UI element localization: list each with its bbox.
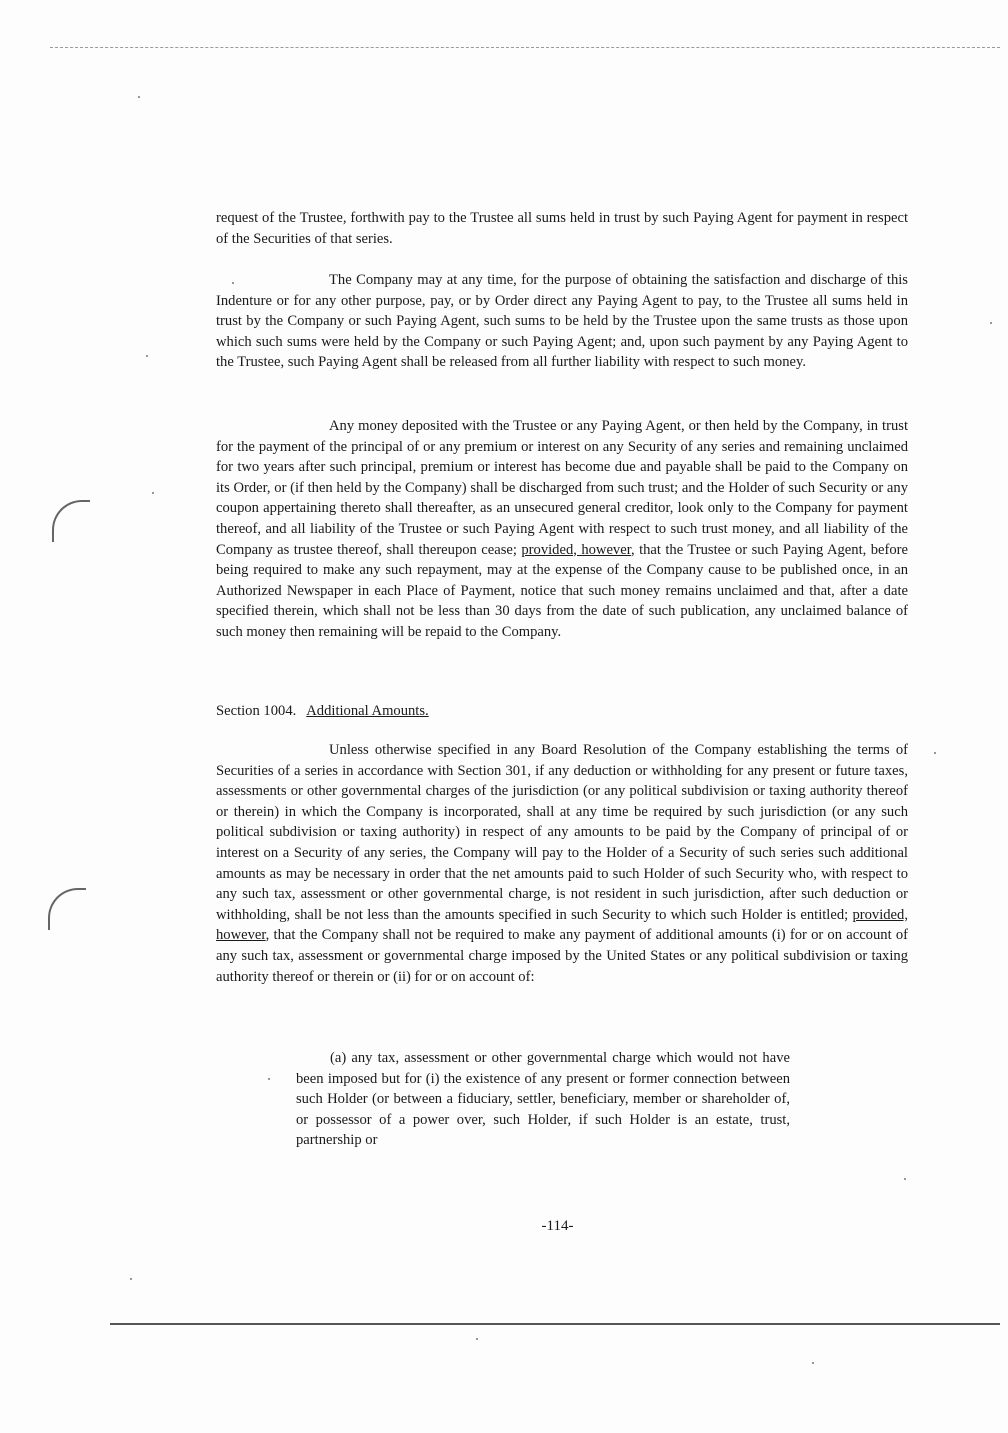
section-number: Section 1004. [216,703,297,719]
paragraph-company-payment: The Company may at any time, for the purpose of obtaining the satisfaction and discharge of this Indenture or for any other purpose, pay, or by Order direct any Paying Agent to pay, to the Trustee all sums held in trust by the Company or such Paying Agent, such sums to be held by the Trustee upon the same trusts as those upon which such sums were held by the Company or such Paying Agent; and, upon such payment by any Paying Agent to the Trustee, such Paying Agent shall be released from all further liability with respect to such money. [216,272,908,371]
additional-text-after: , that the Company shall not be required to make any payment of additional amounts (i) for or on account of any such tax, assessment or governmental charge imposed by the United States or any political subdivision or taxing authority thereof or therein or (ii) for or on account of: [216,927,908,985]
section-title: Additional Amounts. [306,703,429,719]
scan-speck [476,1338,478,1340]
scan-speck [152,492,154,494]
binder-hole-mark [52,500,90,542]
scan-speck [990,322,992,324]
scan-speck [904,1178,906,1180]
page-number: -114- [541,1218,574,1234]
unclaimed-text-after: , that the Trustee or such Paying Agent, before being required to make any such repayment, may at the expense of the Company cause to be published once, in an Authorized Newspaper in each Place of Payment, notice that such money remains unclaimed and that, after a date specified therein, which shall not be less than 30 days from the date of such publication, any unclaimed balance of such money then remaining will be repaid to the Company. [216,541,908,640]
paragraph-unclaimed-money [216,416,908,643]
scan-artifact-top-line [50,47,1000,48]
proviso-underlined: provided, however [216,906,908,944]
binder-hole-mark [48,888,86,930]
scan-speck [130,1278,132,1280]
scan-speck [934,752,936,754]
additional-text-before: Unless otherwise specified in any Board Resolution of the Company establishing the terms of Securities of a series in accordance with Section 301, if any deduction or withholding for any present or future taxes, assessments or other governmental charges of the jurisdiction (or any political subdivision or taxing authority thereof or therein) in which the Company is incorporated, shall at any time be required by such jurisdiction (or any such political subdivision or taxing authority) in respect of any amounts to be paid by the Company of principal of or interest on a Security of any series, the Company will pay to the Holder of a Security of such series such additional amounts as may be necessary in order that the net amounts paid to such Holder of such Security who, with respect to any such tax, assessment or other governmental charge, is not resident in such jurisdiction, after such deduction or withholding, shall be not less than the amounts specified in such Security to which such Holder is entitled; [216,742,908,923]
scan-speck [138,96,140,98]
paragraph-additional-amounts [216,740,908,987]
scan-speck [146,355,148,357]
unclaimed-text-before: Any money deposited with the Trustee or any Paying Agent, or then held by the Company, in trust for the payment of the principal of or any premium or interest on any Security of any series and remaining unclaimed for two years after such principal, premium or interest has become due and payable shall be paid to the Company on its Order, or (if then held by the Company) shall be discharged from such trust; and the Holder of such Security or any coupon appertaining thereto shall thereafter, as an unsecured general creditor, look only to the Company for payment thereof, and all liability of the Trustee or such Paying Agent with respect to such trust money, and all liability of the Company as trustee thereof, shall thereupon cease; [216,418,908,558]
clause-a: (a) any tax, assessment or other governmental charge which would not have been imposed but for (i) the existence of any present or former connection between such Holder (or between a fiduciary, settler, beneficiary, member or shareholder of, or possessor of a power over, such Holder, if such Holder is an estate, trust, partnership or [296,1050,790,1149]
scan-speck [812,1362,814,1364]
scan-speck [268,1078,270,1080]
scan-artifact-bottom-line [110,1323,1000,1325]
section-heading [216,701,429,721]
paragraph-continuation: request of the Trustee, forthwith pay to the Trustee all sums held in trust by such Paying Agent for payment in respect of the Securities of that series. [216,210,908,247]
proviso-underlined: provided, however [521,541,631,558]
